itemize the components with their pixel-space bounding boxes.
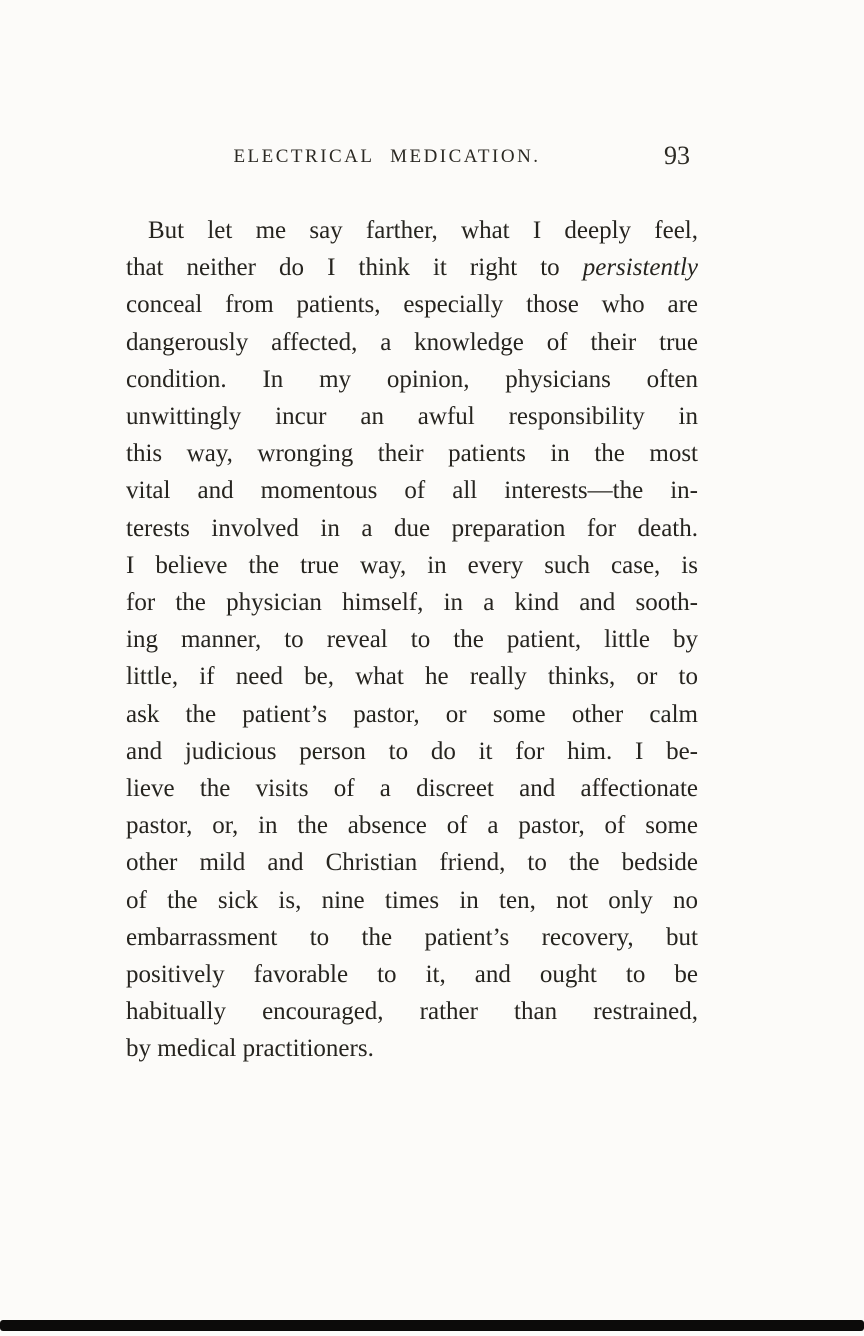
text-segment: ask the patient’s pastor, or some other calm xyxy=(126,700,698,728)
text-segment: unwittingly incur an awful responsibility in xyxy=(126,403,698,431)
text-line xyxy=(126,807,698,844)
text-line xyxy=(126,212,698,249)
text-segment: vital and momentous of all interests—the in- xyxy=(126,477,698,505)
text-segment: pastor, or, in the absence of a pastor, of some xyxy=(126,812,698,840)
text-line xyxy=(126,658,698,695)
text-segment: ing manner, to reveal to the patient, little by xyxy=(126,626,698,654)
text-segment: and judicious person to do it for him. I be- xyxy=(126,737,698,765)
text-line xyxy=(126,324,698,361)
text-line xyxy=(126,770,698,807)
text-line xyxy=(126,249,698,286)
text-segment: I believe the true way, in every such case, is xyxy=(126,551,698,579)
text-segment: this way, wronging their patients in the most xyxy=(126,440,698,468)
page-number: 93 xyxy=(664,141,690,170)
text-segment: terests involved in a due preparation for death. xyxy=(126,514,698,542)
text-line xyxy=(126,621,698,658)
text-segment: lieve the visits of a discreet and affectionate xyxy=(126,775,698,803)
text-line xyxy=(126,286,698,323)
text-segment: conceal from patients, especially those who are xyxy=(126,291,698,319)
scan-edge-bottom xyxy=(0,1320,864,1331)
text-segment: other mild and Christian friend, to the bedside xyxy=(126,849,698,877)
emphasized-word: persistently xyxy=(582,254,698,282)
text-line xyxy=(126,472,698,509)
text-line xyxy=(126,1030,698,1067)
text-line xyxy=(126,398,698,435)
running-title: ELECTRICAL MEDICATION. xyxy=(233,146,541,167)
text-segment: little, if need be, what he really thinks, or to xyxy=(126,663,698,691)
text-line xyxy=(126,696,698,733)
text-segment: But let me say farther, what I deeply feel, xyxy=(148,217,698,244)
text-line xyxy=(126,956,698,993)
text-segment: for the physician himself, in a kind and sooth- xyxy=(126,589,698,617)
text-segment: that neither do I think it right to xyxy=(126,254,583,282)
text-segment: embarrassment to the patient’s recovery, but xyxy=(126,923,698,951)
text-line xyxy=(126,584,698,621)
text-segment: of the sick is, nine times in ten, not only no xyxy=(126,886,698,914)
text-line xyxy=(126,919,698,956)
page-header xyxy=(126,141,698,176)
text-line xyxy=(126,510,698,547)
text-segment: dangerously affected, a knowledge of their true xyxy=(126,328,698,356)
text-segment: by medical practitioners. xyxy=(126,1035,374,1063)
text-segment: positively favorable to it, and ought to be xyxy=(126,961,698,989)
text-line xyxy=(126,882,698,919)
text-line xyxy=(126,435,698,472)
text-line xyxy=(126,993,698,1030)
text-line xyxy=(126,733,698,770)
text-segment: condition. In my opinion, physicians often xyxy=(126,365,698,393)
text-line xyxy=(126,844,698,881)
text-line xyxy=(126,547,698,584)
text-segment: habitually encouraged, rather than restrained, xyxy=(126,998,698,1026)
text-line xyxy=(126,361,698,398)
body-text xyxy=(126,212,698,1068)
